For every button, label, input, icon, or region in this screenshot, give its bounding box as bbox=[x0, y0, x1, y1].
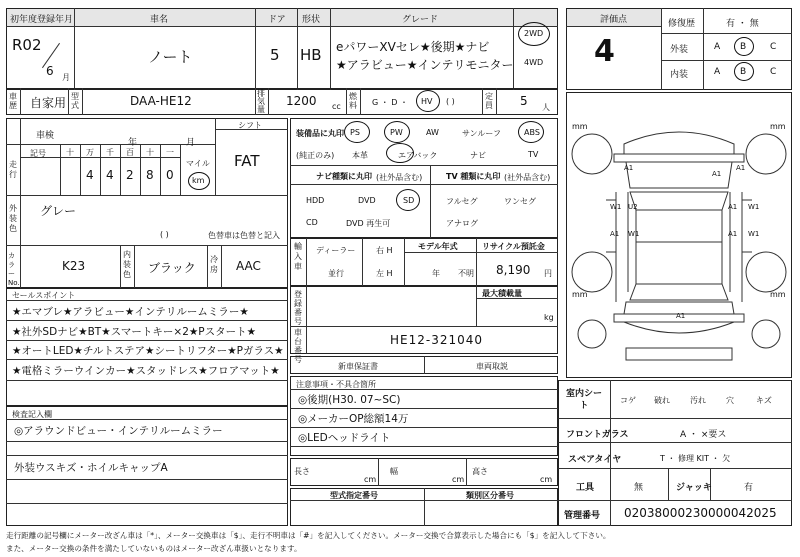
equipment-item: エアバック bbox=[398, 151, 438, 160]
sales-point-line-1: ★エマブレ★アラビュー★インテリルームミラー★ bbox=[12, 306, 249, 318]
equipment-item: PW bbox=[390, 128, 403, 137]
damage-mark: A1 bbox=[728, 230, 738, 238]
diagram-mm-2: mm bbox=[770, 122, 786, 131]
windshield-options: A ・ ×要ス bbox=[680, 430, 727, 440]
mileage-digit: 4 bbox=[86, 168, 94, 182]
max-load-unit: kg bbox=[544, 313, 554, 322]
management-label: 管理番号 bbox=[564, 511, 601, 521]
import-label: 輸入車 bbox=[294, 242, 302, 271]
grade-label: グレード bbox=[402, 15, 439, 25]
score-value: 4 bbox=[594, 34, 615, 69]
navi-opt-sd: SD bbox=[403, 196, 415, 205]
damage-mark: W1 bbox=[628, 230, 640, 238]
chassis-label: 車台番号 bbox=[294, 328, 302, 364]
mile-label: マイル bbox=[186, 159, 210, 168]
navi-opt-dvd: DVD bbox=[358, 196, 376, 205]
shift-label: シフト bbox=[238, 121, 262, 130]
tire-spare-left bbox=[578, 320, 606, 348]
diagram-mm-3: mm bbox=[572, 290, 588, 299]
height-unit: cm bbox=[540, 475, 553, 484]
damage-mark: W1 bbox=[748, 230, 760, 238]
fuel-label: 燃料 bbox=[349, 92, 357, 110]
color-no-label: カラー No. bbox=[8, 252, 20, 287]
mileage-digit-label: 百 bbox=[126, 148, 134, 157]
footer-line-1: 走行距離の記号欄にメーター改ざん車は「*」、メーター交換車は「$」、走行不明車は「#」を記入してください。メーター交換で合算表示した場合にも「$」を記入して下さい。 bbox=[6, 531, 611, 540]
damage-mark: A1 bbox=[676, 312, 686, 320]
ext-color-value: グレー bbox=[40, 204, 77, 218]
spare-tire-label: スペアタイヤ bbox=[568, 455, 622, 465]
sales-points-label: セールスポイント bbox=[12, 291, 76, 300]
note-line-3: ◎LEDヘッドライト bbox=[298, 432, 391, 444]
damage-mark: A1 bbox=[624, 164, 634, 172]
inspector-label: 検査記入欄 bbox=[12, 410, 52, 419]
capacity-unit: 人 bbox=[542, 103, 550, 112]
ext-color-note: 色替車は色替と記入 bbox=[208, 231, 280, 240]
equipment-item: ABS bbox=[524, 128, 540, 137]
tire-spare-right bbox=[752, 320, 780, 348]
jack-label: ジャッキ bbox=[676, 483, 712, 493]
equipment-item: AW bbox=[426, 128, 439, 137]
drive-4wd: 4WD bbox=[524, 58, 544, 67]
mileage-digit: 4 bbox=[106, 168, 114, 182]
max-load-label: 最大積載量 bbox=[482, 289, 522, 298]
footer-line-2: また、メーター交換の条件を満たしていないものはメーター改ざん車扱いとなります。 bbox=[6, 544, 302, 553]
color-no-value: K23 bbox=[62, 259, 86, 273]
repair-history-label: 修復歴 bbox=[668, 19, 696, 29]
doors-label: ドア bbox=[268, 15, 286, 25]
dimensions-row bbox=[290, 458, 558, 486]
notes-label: 注意事項・不具合箇所 bbox=[296, 380, 376, 389]
km-label: km bbox=[192, 176, 205, 185]
grade-line-1: eパワーXVセレ★後期★ナビ bbox=[336, 40, 490, 54]
recycle-label: リサイクル預託金 bbox=[482, 242, 545, 251]
first-reg-month: 6 bbox=[46, 64, 54, 78]
model-label: 型式 bbox=[71, 92, 79, 110]
drive-2wd: 2WD bbox=[524, 29, 544, 38]
windshield-label: フロントガラス bbox=[566, 430, 629, 440]
fuel-hv: HV bbox=[421, 97, 433, 106]
interior-sheet-option: 汚れ bbox=[690, 396, 706, 405]
import-parallel: 並行 bbox=[328, 269, 344, 278]
model-year-label: モデル年式 bbox=[418, 242, 458, 251]
management-value: 02038000230000042025 bbox=[624, 506, 777, 520]
score-label: 評価点 bbox=[600, 15, 628, 25]
damage-mark: W1 bbox=[610, 203, 622, 211]
exterior-grade-c: C bbox=[770, 42, 777, 52]
mileage-digit-label: 十 bbox=[146, 148, 154, 157]
recycle-unit: 円 bbox=[544, 269, 552, 278]
inspection-year-unit: 年 bbox=[128, 138, 138, 148]
first-reg-label: 初年度登録年月 bbox=[10, 15, 74, 25]
inspector-line-2: 外装ウスキズ・ホイルキャップA bbox=[14, 462, 168, 474]
note-line-1: ◎後期(H30. 07~SC) bbox=[298, 394, 401, 406]
sales-point-line-2: ★社外SDナビ★BT★スマートキー×2★Pスタート★ bbox=[12, 326, 257, 338]
displacement-label: 排気量 bbox=[257, 89, 265, 114]
interior-grade-a: A bbox=[714, 67, 721, 77]
tire-front-left bbox=[572, 134, 612, 174]
exterior-grade-a: A bbox=[714, 42, 721, 52]
category-label: 類別区分番号 bbox=[466, 491, 514, 500]
tv-label: TV 種類に丸印 bbox=[446, 172, 501, 181]
equipment-item: TV bbox=[528, 150, 539, 159]
inspector-line-1: ◎アラウンドビュー・インテリルームミラー bbox=[14, 425, 223, 437]
damage-mark: A1 bbox=[610, 230, 620, 238]
use-label: 車歴 bbox=[9, 92, 17, 110]
month-unit: 月 bbox=[62, 73, 70, 82]
mileage-digit-label: 十 bbox=[66, 148, 74, 157]
fuel-paren: ( ) bbox=[446, 97, 455, 106]
equipment-item: 本革 bbox=[352, 151, 368, 160]
mileage-digit-label: 一 bbox=[166, 148, 174, 157]
shape-value: HB bbox=[300, 46, 322, 64]
tools-label: 工具 bbox=[576, 483, 595, 493]
ac-value: AAC bbox=[236, 259, 261, 273]
tv-sub: (社外品含む) bbox=[504, 173, 551, 182]
diagram-mm-1: mm bbox=[572, 122, 588, 131]
fuel-options: G ・ D ・ bbox=[372, 98, 408, 107]
tv-opt-fullseg: フルセグ bbox=[446, 197, 478, 206]
ext-color-paren: ( ) bbox=[160, 230, 169, 239]
ac-label: 冷房 bbox=[210, 255, 218, 274]
shape-label: 形状 bbox=[302, 15, 321, 25]
navi-opt-dvd-play: DVD 再生可 bbox=[346, 219, 391, 228]
equipment-sub: (純正のみ) bbox=[296, 151, 335, 160]
diagram-mm-4: mm bbox=[770, 290, 786, 299]
shift-value: FAT bbox=[234, 152, 260, 170]
equipment-label: 装備品に丸印 bbox=[296, 129, 344, 138]
note-line-2: ◎メーカーOP総額14万 bbox=[298, 413, 409, 425]
import-dealer: ディーラー bbox=[316, 246, 356, 255]
model-year-value: 不明 bbox=[458, 269, 474, 278]
doors-value: 5 bbox=[270, 46, 280, 64]
grade-line-2: ★アラビュー★インテリモニター bbox=[336, 58, 514, 72]
damage-mark: A1 bbox=[736, 164, 746, 172]
width-unit: cm bbox=[452, 475, 465, 484]
length-label: 長さ bbox=[294, 467, 310, 476]
navi-sub: (社外品含む) bbox=[376, 173, 423, 182]
repair-history-options: 有 ・ 無 bbox=[726, 19, 759, 29]
inspection-month-unit: 月 bbox=[186, 138, 196, 148]
first-reg-year: R02 bbox=[12, 36, 42, 54]
mileage-sign-label: 記号 bbox=[30, 149, 46, 158]
import-left-h: 左 H bbox=[376, 269, 393, 278]
equipment-item: ナビ bbox=[470, 151, 486, 160]
displacement-value: 1200 bbox=[286, 94, 317, 108]
capacity-label: 定員 bbox=[485, 92, 493, 110]
equipment-item: PS bbox=[350, 128, 360, 137]
type-designation-label: 型式指定番号 bbox=[330, 491, 378, 500]
import-right-h: 右 H bbox=[376, 246, 393, 255]
tools-value: 無 bbox=[634, 483, 644, 493]
inspection-label: 車検 bbox=[36, 131, 55, 141]
reg-no-label: 登録番号 bbox=[294, 290, 302, 326]
mileage-digit-label: 千 bbox=[106, 148, 114, 157]
damage-mark: A1 bbox=[728, 203, 738, 211]
exterior-label: 外装 bbox=[670, 45, 689, 55]
tire-rear-right bbox=[746, 252, 786, 292]
height-label: 高さ bbox=[472, 467, 488, 476]
capacity-value: 5 bbox=[520, 94, 528, 108]
damage-mark: U2 bbox=[628, 203, 638, 211]
ext-color-label: 外装色 bbox=[9, 204, 17, 233]
equipment-item: サンルーフ bbox=[462, 129, 501, 138]
interior-color-label: 内装色 bbox=[123, 250, 131, 279]
navi-opt-cd: CD bbox=[306, 218, 318, 227]
mileage-digit: 0 bbox=[166, 168, 174, 182]
navi-label: ナビ種類に丸印 bbox=[316, 172, 372, 181]
tv-opt-analog: アナログ bbox=[446, 219, 478, 228]
tire-rear-left bbox=[572, 252, 612, 292]
spare-tire-options: T ・ 修理 KIT ・ 欠 bbox=[660, 454, 731, 463]
cc-unit: cc bbox=[332, 102, 341, 111]
model-value: DAA-HE12 bbox=[130, 94, 192, 108]
interior-grade-c: C bbox=[770, 67, 777, 77]
interior-sheet-option: コゲ bbox=[620, 396, 636, 405]
mileage-digit: 8 bbox=[146, 168, 154, 182]
interior-grade-b: B bbox=[740, 67, 747, 77]
new-car-warranty: 新車保証書 bbox=[338, 362, 378, 371]
width-label: 幅 bbox=[390, 467, 398, 476]
sales-point-line-3: ★オートLED★チルトステア★シートリフター★Pガラス★ bbox=[12, 345, 284, 357]
damage-mark: W1 bbox=[748, 203, 760, 211]
use-value: 自家用 bbox=[30, 96, 67, 110]
tire-front-right bbox=[746, 134, 786, 174]
recycle-value: 8,190 bbox=[496, 263, 531, 277]
model-year-unit: 年 bbox=[432, 269, 440, 278]
exterior-grade-b: B bbox=[740, 42, 747, 52]
interior-sheet-option: 穴 bbox=[726, 396, 734, 405]
interior-sheet-label: 室内シート bbox=[565, 389, 602, 411]
navi-opt-hdd: HDD bbox=[306, 196, 325, 205]
vehicle-manual: 車両取説 bbox=[476, 362, 508, 371]
car-name-label: 車名 bbox=[150, 15, 169, 25]
car-name: ノート bbox=[148, 48, 193, 66]
interior-label: 内装 bbox=[670, 70, 689, 80]
jack-value: 有 bbox=[744, 483, 754, 493]
chassis-value: HE12-321040 bbox=[390, 333, 484, 347]
interior-color-value: ブラック bbox=[148, 261, 196, 275]
tv-opt-oneseg: ワンセグ bbox=[504, 197, 536, 206]
interior-sheet-option: 破れ bbox=[654, 396, 670, 405]
interior-sheet-option: キズ bbox=[756, 396, 772, 405]
mileage-digit: 2 bbox=[126, 168, 134, 182]
damage-mark: A1 bbox=[712, 170, 722, 178]
sales-point-line-4: ★電格ミラーウインカー★スタッドレス★フロアマット★ bbox=[12, 365, 280, 377]
mileage-digit-label: 万 bbox=[86, 148, 94, 157]
mileage-label: 走行 bbox=[9, 160, 17, 179]
row2-block bbox=[6, 88, 558, 115]
length-unit: cm bbox=[364, 475, 377, 484]
